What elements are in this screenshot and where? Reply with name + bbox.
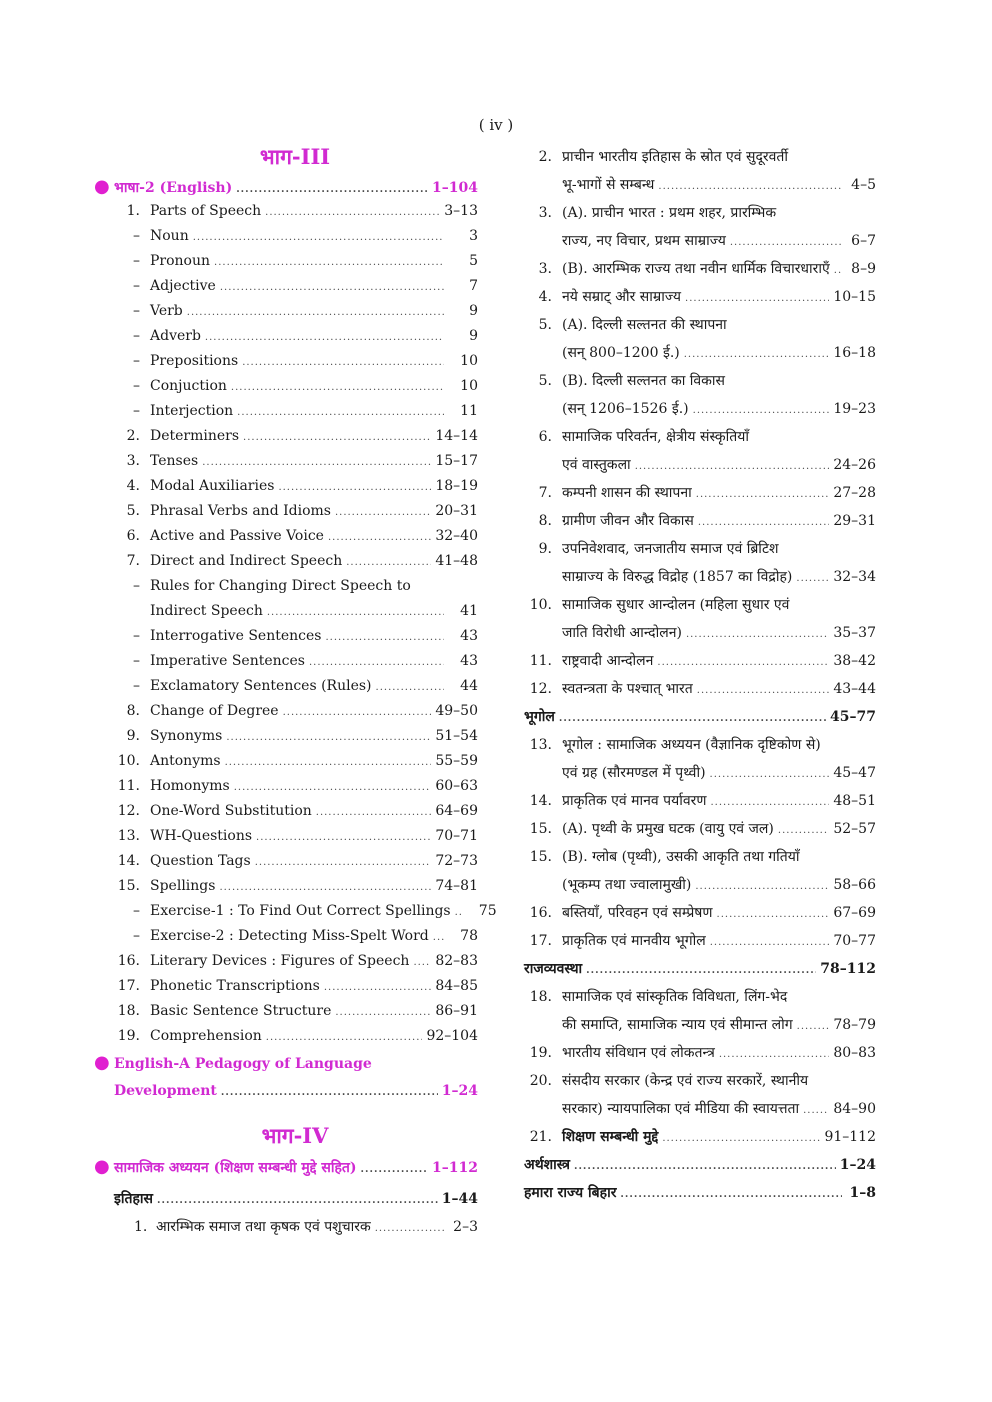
toc-item[interactable]: 2. प्राचीन भारतीय इतिहास के स्रोत एवं सुदूरवर्ती [538, 149, 789, 165]
toc-item-label: Spellings [150, 878, 216, 894]
toc-item-label: Prepositions [150, 353, 239, 369]
toc-item[interactable] [112, 274, 478, 299]
toc-item[interactable]: 20. संसदीय सरकार (केन्द्र एवं राज्य सरकारें, स्थानीय [529, 1073, 809, 1089]
toc-item-number: – [133, 278, 140, 294]
toc-item-pages: 15–17 [435, 453, 478, 469]
toc-item-pages: 9 [469, 303, 478, 319]
toc-section-pedagogy-cont[interactable]: Development ..... 1–24 [114, 1077, 478, 1105]
toc-item[interactable] [112, 549, 478, 574]
toc-item-label: Basic Sentence Structure [150, 1003, 332, 1019]
toc-item-number: 17. [117, 978, 140, 994]
english-items-list-2 [112, 624, 497, 1049]
toc-item-number: 4. [126, 478, 140, 494]
toc-item[interactable]: साम्राज्य के विरुद्ध विद्रोह (1857 का विद्रोह) ..... 32–34 [524, 563, 876, 591]
toc-item-label: Comprehension [150, 1028, 262, 1044]
toc-item[interactable]: 4. नये सम्राट् और साम्राज्य ..... 10–15 [524, 283, 876, 311]
toc-item[interactable] [112, 499, 478, 524]
toc-item-pages: 44 [460, 678, 478, 694]
toc-item-label: Adjective [150, 278, 216, 294]
toc-item-number: 13. [117, 828, 140, 844]
toc-item[interactable]: की समाप्ति, सामाजिक न्याय एवं सीमान्त लोग ..... 78–79 [524, 1011, 876, 1039]
toc-item[interactable] [112, 974, 478, 999]
toc-item-number: 5. [126, 503, 140, 519]
toc-item[interactable] [112, 349, 478, 374]
toc-item[interactable]: 13. भूगोल : सामाजिक अध्ययन (वैज्ञानिक दृष्टिकोण से) [529, 737, 821, 753]
toc-item-pages: 49–50 [435, 703, 478, 719]
toc-item-label: Noun [150, 228, 189, 244]
toc-item-number: 11. [117, 778, 140, 794]
toc-item-number: 12. [117, 803, 140, 819]
toc-item[interactable] [112, 1024, 478, 1049]
toc-section-english[interactable]: ● भाषा-2 (English) ..... 1–104 [94, 174, 478, 199]
toc-item[interactable]: 7. कम्पनी शासन की स्थापना ..... 27–28 [524, 479, 876, 507]
toc-item-pages: 3 [469, 228, 478, 244]
toc-item-number: 3. [126, 453, 140, 469]
toc-item[interactable] [112, 649, 478, 674]
toc-item-pages: 32–40 [435, 528, 478, 544]
toc-section-social-studies[interactable]: ● सामाजिक अध्ययन (शिक्षण सम्बन्धी मुद्दे सहित) ..... 1–112 [94, 1153, 478, 1181]
toc-subsection-bihar[interactable]: हमारा राज्य बिहार ..... 1–8 [524, 1179, 876, 1207]
toc-item-number: 9. [126, 728, 140, 744]
toc-item[interactable]: सरकार) न्यायपालिका एवं मीडिया की स्वायत्तता ..... 84–90 [524, 1095, 876, 1123]
toc-item[interactable] [112, 924, 478, 949]
toc-item-label: Modal Auxiliaries [150, 478, 275, 494]
toc-item-label: Conjuction [150, 378, 227, 394]
toc-item-label: Exercise-2 : Detecting Miss-Spelt Word [150, 928, 429, 944]
toc-item-label: Synonyms [150, 728, 223, 744]
toc-item[interactable] [112, 774, 478, 799]
toc-item-number: 1. [126, 203, 140, 219]
toc-item[interactable]: 3. (B). आरम्भिक राज्य तथा नवीन धार्मिक विचारधाराएँ ..... 8–9 [524, 255, 876, 283]
toc-item[interactable]: 19. भारतीय संविधान एवं लोकतन्त्र ..... 80–83 [524, 1039, 876, 1067]
toc-item-number: 10. [117, 753, 140, 769]
toc-item-pages: 74–81 [435, 878, 478, 894]
toc-subsection-history[interactable]: इतिहास ..... 1–44 [114, 1185, 478, 1213]
toc-item-label: Literary Devices : Figures of Speech [150, 953, 410, 969]
toc-item-pages: 78 [460, 928, 478, 944]
bullet-icon: ● [94, 176, 110, 197]
toc-item[interactable]: 8. ग्रामीण जीवन और विकास ..... 29–31 [524, 507, 876, 535]
toc-item[interactable]: 14. प्राकृतिक एवं मानव पर्यावरण ..... 48–51 [524, 787, 876, 815]
toc-item-label: Homonyms [150, 778, 230, 794]
toc-item[interactable]: – Rules for Changing Direct Speech to [133, 578, 411, 594]
toc-item[interactable]: भू-भागों से सम्बन्ध ..... 4–5 [524, 171, 876, 199]
toc-item-label: Determiners [150, 428, 240, 444]
toc-item-number: – [133, 253, 140, 269]
toc-item[interactable] [112, 899, 497, 924]
toc-item-pages: 20–31 [435, 503, 478, 519]
toc-item-label: Phonetic Transcriptions [150, 978, 320, 994]
toc-item[interactable]: एवं ग्रह (सौरमण्डल में पृथ्वी) ..... 45–47 [524, 759, 876, 787]
toc-item[interactable]: 1. आरम्भिक समाज तथा कृषक एवं पशुचारक ..... 2–3 [112, 1213, 478, 1241]
toc-item-label: Imperative Sentences [150, 653, 305, 669]
toc-item[interactable] [112, 374, 478, 399]
toc-item-label: Pronoun [150, 253, 211, 269]
toc-item[interactable]: जाति विरोधी आन्दोलन) ..... 35–37 [524, 619, 876, 647]
toc-item[interactable]: (सन् 1206–1526 ई.) ..... 19–23 [524, 395, 876, 423]
toc-item-pages: 75 [478, 903, 497, 919]
toc-item-label: Parts of Speech [150, 203, 262, 219]
part-3-heading: भाग-III [259, 144, 331, 169]
toc-item[interactable] [112, 299, 478, 324]
toc-subsection-geography[interactable]: भूगोल ..... 45–77 [524, 703, 876, 731]
toc-item[interactable]: एवं वास्तुकला ..... 24–26 [524, 451, 876, 479]
toc-item-pages: 43 [460, 628, 478, 644]
toc-item-pages: 64–69 [435, 803, 478, 819]
toc-item-label: Phrasal Verbs and Idioms [150, 503, 331, 519]
toc-item-pages: 60–63 [435, 778, 478, 794]
toc-item[interactable] [112, 699, 478, 724]
toc-item[interactable] [112, 449, 478, 474]
toc-item-pages: 10 [460, 353, 478, 369]
toc-item-number: 19. [117, 1028, 140, 1044]
toc-item-label: Verb [150, 303, 183, 319]
toc-item-pages: 5 [469, 253, 478, 269]
toc-item-number: – [133, 678, 140, 694]
toc-item[interactable]: 12. स्वतन्त्रता के पश्चात् भारत ..... 43–44 [524, 675, 876, 703]
toc-left-column [94, 140, 497, 1241]
toc-item-pages: 92–104 [426, 1028, 478, 1044]
toc-item[interactable]: 11. राष्ट्रवादी आन्दोलन ..... 38–42 [524, 647, 876, 675]
bullet-icon: ● [94, 1052, 110, 1073]
toc-item-number: 16. [117, 953, 140, 969]
toc-item[interactable]: 3. (A). प्राचीन भारत : प्रथम शहर, प्रारम्भिक [538, 205, 777, 221]
toc-item[interactable] [112, 399, 478, 424]
toc-item-label: Interrogative Sentences [150, 628, 322, 644]
toc-item-pages: 11 [460, 403, 478, 419]
toc-item-label: Active and Passive Voice [150, 528, 324, 544]
toc-item-label: Exercise-1 : To Find Out Correct Spellings [150, 903, 451, 919]
toc-item-number: – [133, 303, 140, 319]
toc-item[interactable] [112, 524, 478, 549]
english-items-list [112, 199, 478, 574]
bullet-icon: ● [94, 1156, 110, 1177]
toc-item-pages: 70–71 [435, 828, 478, 844]
toc-item[interactable]: 18. सामाजिक एवं सांस्कृतिक विविधता, लिंग-भेद [529, 989, 788, 1005]
toc-item[interactable]: 15. (B). ग्लोब (पृथ्वी), उसकी आकृति तथा गतियाँ [529, 849, 800, 865]
toc-item-number: 7. [126, 553, 140, 569]
toc-item[interactable] [112, 624, 478, 649]
toc-item-label: Tenses [150, 453, 199, 469]
toc-item-number: – [133, 328, 140, 344]
toc-item-pages: 14–14 [435, 428, 478, 444]
toc-item-label: Question Tags [150, 853, 251, 869]
toc-item[interactable]: 16. बस्तियाँ, परिवहन एवं सम्प्रेषण ..... 67–69 [524, 899, 876, 927]
toc-item-pages: 10 [460, 378, 478, 394]
toc-item[interactable]: Indirect Speech ..... 41 [112, 599, 478, 624]
toc-item-pages: 3–13 [444, 203, 478, 219]
toc-item-pages: 55–59 [435, 753, 478, 769]
toc-item[interactable]: 17. प्राकृतिक एवं मानवीय भूगोल ..... 70–77 [524, 927, 876, 955]
toc-section-pedagogy[interactable]: ● English-A Pedagogy of Language [94, 1049, 478, 1077]
part-4-heading: भाग-IV [261, 1123, 329, 1148]
toc-item[interactable] [112, 474, 478, 499]
toc-item-number: – [133, 403, 140, 419]
toc-item-number: – [133, 228, 140, 244]
toc-item-number: – [133, 928, 140, 944]
toc-item[interactable] [112, 999, 478, 1024]
toc-item-pages: 82–83 [435, 953, 478, 969]
toc-item[interactable] [112, 674, 478, 699]
toc-item-number: 18. [117, 1003, 140, 1019]
toc-item[interactable] [112, 799, 478, 824]
toc-item[interactable]: 5. (A). दिल्ली सल्तनत की स्थापना [538, 317, 727, 333]
toc-item-number: – [133, 628, 140, 644]
toc-item-pages: 72–73 [435, 853, 478, 869]
toc-item-number: 14. [117, 853, 140, 869]
toc-item[interactable] [112, 824, 478, 849]
page-number: ( iv ) [478, 116, 514, 134]
toc-item[interactable] [112, 749, 478, 774]
toc-item[interactable] [112, 949, 478, 974]
toc-item-pages: 86–91 [435, 1003, 478, 1019]
toc-item[interactable] [112, 874, 478, 899]
toc-item-label: Interjection [150, 403, 234, 419]
toc-item[interactable]: 6. सामाजिक परिवर्तन, क्षेत्रीय संस्कृतियाँ [538, 429, 750, 445]
toc-item-number: 2. [126, 428, 140, 444]
toc-item-label: Antonyms [150, 753, 221, 769]
toc-item[interactable]: 10. सामाजिक सुधार आन्दोलन (महिला सुधार एवं [529, 597, 790, 613]
toc-item-number: 8. [126, 703, 140, 719]
toc-item-number: – [133, 378, 140, 394]
toc-item[interactable]: 15. (A). पृथ्वी के प्रमुख घटक (वायु एवं जल) ..... 52–57 [524, 815, 876, 843]
toc-item-label: Exclamatory Sentences (Rules) [150, 678, 372, 694]
toc-item[interactable] [112, 324, 478, 349]
toc-item[interactable] [112, 224, 478, 249]
toc-subsection-economics[interactable]: अर्थशास्त्र ..... 1–24 [524, 1151, 876, 1179]
toc-item[interactable]: (भूकम्प तथा ज्वालामुखी) ..... 58–66 [524, 871, 876, 899]
toc-item[interactable]: 9. उपनिवेशवाद, जनजातीय समाज एवं ब्रिटिश [538, 541, 779, 557]
toc-item-number: 15. [117, 878, 140, 894]
toc-item[interactable]: 21. शिक्षण सम्बन्धी मुद्दे ..... 91–112 [524, 1123, 876, 1151]
toc-item-label: WH-Questions [150, 828, 253, 844]
toc-item[interactable]: राज्य, नए विचार, प्रथम साम्राज्य ..... 6–7 [524, 227, 876, 255]
toc-item-pages: 9 [469, 328, 478, 344]
toc-item-pages: 84–85 [435, 978, 478, 994]
toc-item[interactable] [112, 724, 478, 749]
toc-item-number: – [133, 903, 140, 919]
toc-item-label: One-Word Substitution [150, 803, 312, 819]
toc-item-pages: 18–19 [435, 478, 478, 494]
toc-item-pages: 43 [460, 653, 478, 669]
toc-subsection-polity[interactable]: राजव्यवस्था ..... 78–112 [524, 955, 876, 983]
toc-item-pages: 7 [469, 278, 478, 294]
toc-item-pages: 51–54 [435, 728, 478, 744]
toc-item-pages: 41–48 [435, 553, 478, 569]
toc-item[interactable]: 5. (B). दिल्ली सल्तनत का विकास [538, 373, 726, 389]
toc-item[interactable] [112, 249, 478, 274]
toc-item[interactable] [112, 849, 478, 874]
toc-item-number: – [133, 653, 140, 669]
toc-item-label: Adverb [150, 328, 201, 344]
toc-item-label: Change of Degree [150, 703, 279, 719]
toc-right-column [524, 143, 876, 1207]
toc-item-number: 6. [126, 528, 140, 544]
toc-item[interactable]: (सन् 800–1200 ई.) ..... 16–18 [524, 339, 876, 367]
toc-item-number: – [133, 353, 140, 369]
toc-item[interactable] [112, 424, 478, 449]
toc-item[interactable] [112, 199, 478, 224]
toc-item-label: Direct and Indirect Speech [150, 553, 343, 569]
